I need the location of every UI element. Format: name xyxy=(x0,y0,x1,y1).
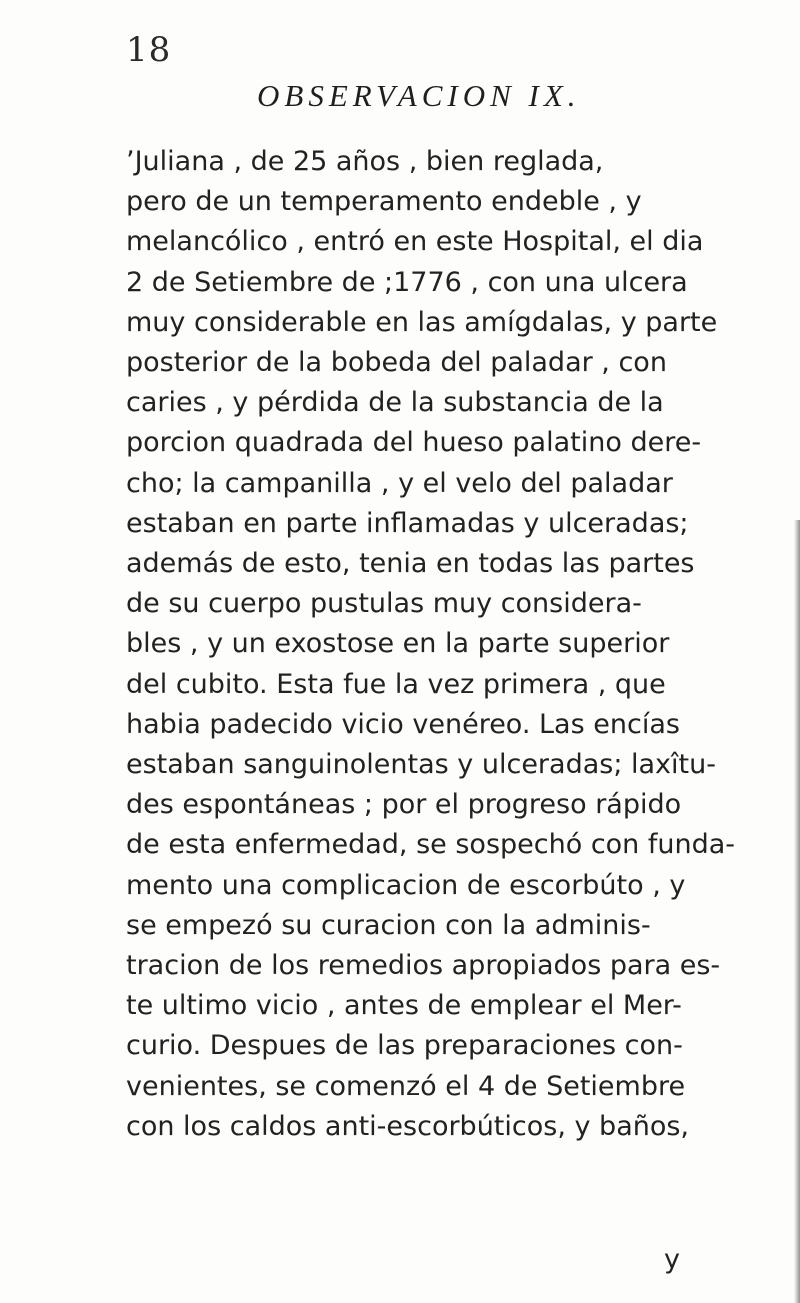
text-line: bles , y un exostose en la parte superior xyxy=(126,628,670,660)
text-line: caries , y pérdida de la substancia de la xyxy=(126,387,664,419)
text-line: habia padecido vicio venéreo. Las encías xyxy=(126,708,680,740)
text-line: del cubito. Esta fue la vez primera , que xyxy=(126,668,666,700)
text-line: estaban sanguinolentas y ulceradas; laxîtu- xyxy=(126,749,716,781)
body-paragraph xyxy=(126,142,736,1147)
text-line: se empezó su curacion con la adminis- xyxy=(126,909,651,941)
text-line: pero de un temperamento endeble , y xyxy=(126,186,642,218)
page-edge-shadow xyxy=(794,520,800,1303)
text-line: melancólico , entró en este Hospital, el dia xyxy=(126,226,704,258)
text-line: estaban en parte inflamadas y ulceradas; xyxy=(126,507,689,539)
text-line: tracion de los remedios apropiados para es- xyxy=(126,950,721,982)
text-line: ʼJuliana , de 25 años , bien reglada, xyxy=(126,146,604,177)
text-line: porcion quadrada del hueso palatino dere- xyxy=(126,427,702,459)
text-line: muy considerable en las amígdalas, y parte xyxy=(126,306,718,338)
text-line: curio. Despues de las preparaciones con- xyxy=(126,1030,683,1062)
text-line: de esta enfermedad, se sospechó con funda- xyxy=(126,829,736,861)
text-line: venientes, se comenzó el 4 de Setiembre xyxy=(126,1070,686,1102)
catchword: y xyxy=(664,1244,680,1275)
text-line: de su cuerpo pustulas muy considera- xyxy=(126,588,642,620)
text-line: posterior de la bobeda del paladar , con xyxy=(126,347,667,379)
text-line: mento una complicacion de escorbúto , y xyxy=(126,869,686,901)
page-number: 18 xyxy=(126,30,172,70)
text-line: des espontáneas ; por el progreso rápido xyxy=(126,789,682,821)
text-line: 2 de Setiembre de ;1776 , con una ulcera xyxy=(126,266,688,298)
text-line: además de esto, tenia en todas las partes xyxy=(126,548,695,580)
text-line: te ultimo vicio , antes de emplear el Mer- xyxy=(126,990,682,1022)
text-line: con los caldos anti-escorbúticos, y baños, xyxy=(126,1110,690,1142)
text-line: cho; la campanilla , y el velo del paladar xyxy=(126,467,673,499)
section-heading: OBSERVACION IX. xyxy=(257,78,581,113)
